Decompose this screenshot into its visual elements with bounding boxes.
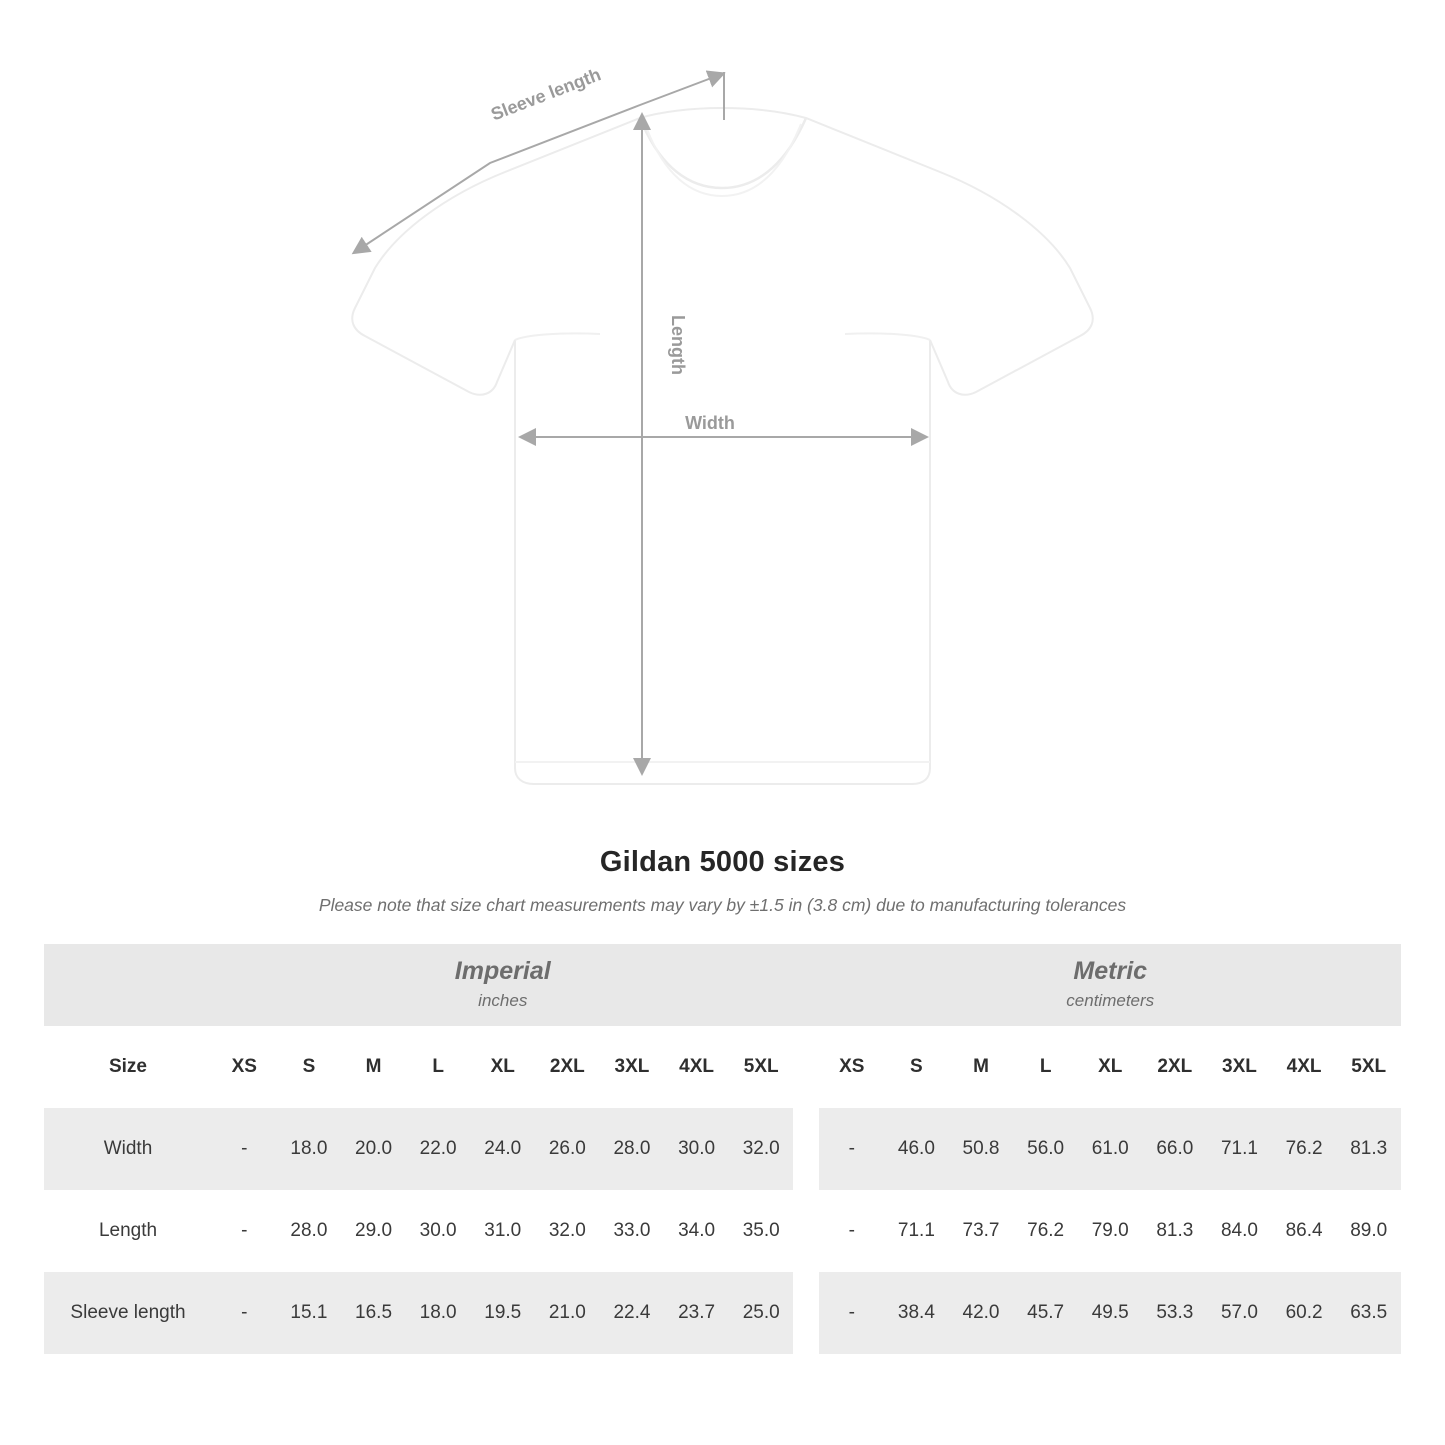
size-table-wrapper	[44, 944, 1401, 1354]
length-label: Length	[668, 315, 688, 375]
cell-width-metric-xl: 61.0	[1078, 1108, 1143, 1190]
cell-width-imperial-3xl: 28.0	[600, 1108, 665, 1190]
width-label: Width	[685, 413, 735, 433]
size-col-imperial-xs: XS	[212, 1026, 277, 1108]
cell-width-imperial-xl: 24.0	[470, 1108, 535, 1190]
cell-length-metric-xl: 79.0	[1078, 1190, 1143, 1272]
tshirt-shape	[352, 108, 1093, 784]
size-col-imperial-m: M	[341, 1026, 406, 1108]
cell-length-imperial-3xl: 33.0	[600, 1190, 665, 1272]
cell-length-imperial-xs: -	[212, 1190, 277, 1272]
cell-sleeve-metric-s: 38.4	[884, 1272, 949, 1354]
tolerance-note: Please note that size chart measurements may vary by ±1.5 in (3.8 cm) due to manufacturing tolerances	[318, 895, 1127, 915]
cell-sleeve-imperial-3xl: 22.4	[600, 1272, 665, 1354]
metric-label: Metric	[1073, 956, 1148, 985]
cell-length-metric-3xl: 84.0	[1207, 1190, 1272, 1272]
cell-sleeve-metric-4xl: 60.2	[1272, 1272, 1337, 1354]
cell-width-imperial-s: 18.0	[277, 1108, 342, 1190]
cell-length-metric-xs: -	[819, 1190, 884, 1272]
row-gap-sleeve	[793, 1272, 819, 1354]
cell-sleeve-metric-5xl: 63.5	[1336, 1272, 1401, 1354]
cell-width-imperial-m: 20.0	[341, 1108, 406, 1190]
size-col-metric-3xl: 3XL	[1207, 1026, 1272, 1108]
size-col-imperial-2xl: 2XL	[535, 1026, 600, 1108]
cell-width-imperial-l: 22.0	[406, 1108, 471, 1190]
unit-header-row	[44, 944, 1401, 1026]
row-label-width: Width	[44, 1108, 212, 1190]
size-header-label: Size	[44, 1026, 212, 1108]
cell-sleeve-imperial-xl: 19.5	[470, 1272, 535, 1354]
size-col-metric-m: M	[949, 1026, 1014, 1108]
cell-length-metric-s: 71.1	[884, 1190, 949, 1272]
cell-width-imperial-xs: -	[212, 1108, 277, 1190]
imperial-unit: inches	[478, 991, 528, 1011]
row-label-sleeve-length: Sleeve length	[44, 1272, 212, 1354]
size-col-imperial-xl: XL	[470, 1026, 535, 1108]
cell-length-imperial-5xl: 35.0	[729, 1190, 794, 1272]
cell-sleeve-imperial-xs: -	[212, 1272, 277, 1354]
cell-width-metric-s: 46.0	[884, 1108, 949, 1190]
size-col-imperial-l: L	[406, 1026, 471, 1108]
cell-length-metric-m: 73.7	[949, 1190, 1014, 1272]
cell-width-metric-3xl: 71.1	[1207, 1108, 1272, 1190]
size-col-metric-xs: XS	[819, 1026, 884, 1108]
size-header-row	[44, 1026, 1401, 1108]
cell-width-metric-4xl: 76.2	[1272, 1108, 1337, 1190]
size-col-metric-2xl: 2XL	[1143, 1026, 1208, 1108]
size-header-gap	[793, 1026, 819, 1108]
imperial-label: Imperial	[454, 956, 551, 985]
cell-width-imperial-5xl: 32.0	[729, 1108, 794, 1190]
table-row	[44, 1108, 1401, 1190]
unit-header-gap	[793, 944, 819, 1026]
cell-sleeve-imperial-m: 16.5	[341, 1272, 406, 1354]
cell-width-metric-xs: -	[819, 1108, 884, 1190]
cell-length-imperial-s: 28.0	[277, 1190, 342, 1272]
cell-length-metric-5xl: 89.0	[1336, 1190, 1401, 1272]
cell-sleeve-imperial-5xl: 25.0	[729, 1272, 794, 1354]
cell-sleeve-metric-l: 45.7	[1013, 1272, 1078, 1354]
cell-width-metric-2xl: 66.0	[1143, 1108, 1208, 1190]
size-col-imperial-s: S	[277, 1026, 342, 1108]
size-col-imperial-5xl: 5XL	[729, 1026, 794, 1108]
size-col-metric-4xl: 4XL	[1272, 1026, 1337, 1108]
page-title: Gildan 5000 sizes	[599, 846, 846, 878]
cell-sleeve-metric-3xl: 57.0	[1207, 1272, 1272, 1354]
cell-sleeve-metric-m: 42.0	[949, 1272, 1014, 1354]
cell-length-imperial-m: 29.0	[341, 1190, 406, 1272]
size-col-metric-l: L	[1013, 1026, 1078, 1108]
title-block	[0, 846, 1445, 916]
cell-width-metric-5xl: 81.3	[1336, 1108, 1401, 1190]
cell-width-imperial-2xl: 26.0	[535, 1108, 600, 1190]
cell-length-imperial-l: 30.0	[406, 1190, 471, 1272]
cell-width-metric-m: 50.8	[949, 1108, 1014, 1190]
size-col-metric-s: S	[884, 1026, 949, 1108]
metric-unit: centimeters	[1066, 991, 1155, 1011]
cell-sleeve-metric-xs: -	[819, 1272, 884, 1354]
unit-header-spacer	[44, 944, 212, 1026]
cell-width-metric-l: 56.0	[1013, 1108, 1078, 1190]
size-table	[44, 944, 1401, 1354]
cell-length-imperial-4xl: 34.0	[664, 1190, 729, 1272]
sleeve-length-label: Sleeve length	[488, 64, 604, 125]
cell-sleeve-imperial-2xl: 21.0	[535, 1272, 600, 1354]
cell-sleeve-metric-xl: 49.5	[1078, 1272, 1143, 1354]
imperial-group-header	[212, 944, 793, 1026]
cell-length-metric-l: 76.2	[1013, 1190, 1078, 1272]
cell-sleeve-imperial-4xl: 23.7	[664, 1272, 729, 1354]
cell-width-imperial-4xl: 30.0	[664, 1108, 729, 1190]
cell-sleeve-imperial-l: 18.0	[406, 1272, 471, 1354]
size-col-imperial-4xl: 4XL	[664, 1026, 729, 1108]
row-label-length: Length	[44, 1190, 212, 1272]
table-row	[44, 1272, 1401, 1354]
cell-length-imperial-2xl: 32.0	[535, 1190, 600, 1272]
cell-length-imperial-xl: 31.0	[470, 1190, 535, 1272]
cell-length-metric-2xl: 81.3	[1143, 1190, 1208, 1272]
row-gap-width	[793, 1108, 819, 1190]
size-col-imperial-3xl: 3XL	[600, 1026, 665, 1108]
cell-sleeve-imperial-s: 15.1	[277, 1272, 342, 1354]
cell-length-metric-4xl: 86.4	[1272, 1190, 1337, 1272]
size-col-metric-5xl: 5XL	[1336, 1026, 1401, 1108]
cell-sleeve-metric-2xl: 53.3	[1143, 1272, 1208, 1354]
size-col-metric-xl: XL	[1078, 1026, 1143, 1108]
row-gap-length	[793, 1190, 819, 1272]
table-row	[44, 1190, 1401, 1272]
metric-group-header	[819, 944, 1401, 1026]
